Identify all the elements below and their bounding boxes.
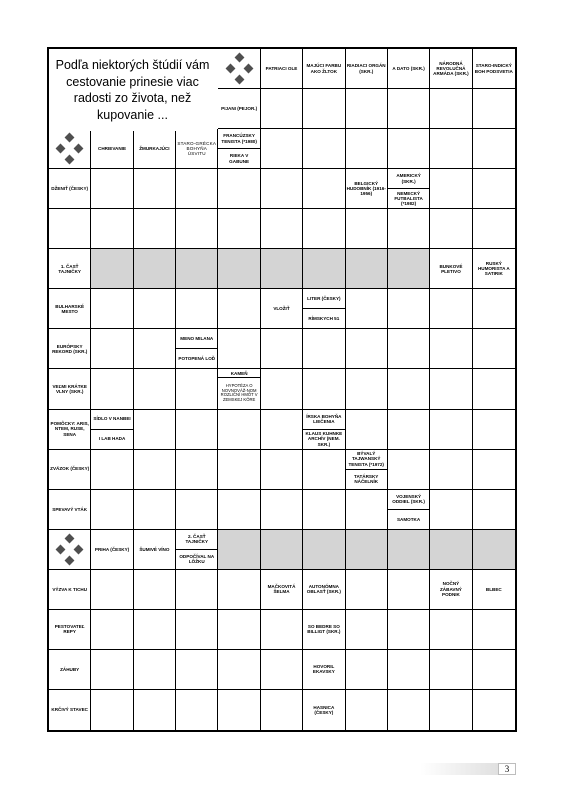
answer-cell[interactable]: [218, 570, 260, 610]
answer-cell[interactable]: [346, 89, 388, 129]
crossword-grid: [47, 47, 517, 732]
clue-text: NÁRODNÁ REVOLUČNÁ ARMÁDA (SKR.): [433, 60, 469, 77]
clue-text: A DATO (SKR.): [392, 65, 425, 71]
answer-cell[interactable]: [430, 650, 472, 690]
clue-text: ŽMURKAJÚCI: [139, 146, 170, 151]
answer-cell[interactable]: [346, 129, 388, 169]
clue-text: ZÁHUBY: [60, 666, 80, 672]
clue-cell: [49, 329, 91, 369]
answer-cell[interactable]: [134, 289, 176, 329]
answer-cell[interactable]: [218, 209, 260, 249]
answer-cell[interactable]: [430, 450, 472, 490]
answer-cell[interactable]: [176, 650, 218, 690]
answer-cell[interactable]: [303, 490, 345, 530]
clue-cell: [49, 169, 91, 209]
clue-text: ŠUMIVÉ VÍNO: [139, 546, 170, 552]
clue-text: CHRIEVANIE: [98, 146, 127, 151]
answer-cell[interactable]: [346, 690, 388, 730]
answer-cell[interactable]: [261, 129, 303, 169]
answer-cell[interactable]: [261, 249, 303, 289]
answer-cell[interactable]: [134, 410, 176, 450]
answer-cell[interactable]: [430, 129, 472, 169]
clue-cell: [473, 570, 515, 610]
clue-cell: [91, 410, 133, 450]
clue-cell: [49, 610, 91, 650]
answer-cell[interactable]: [218, 530, 260, 570]
answer-cell[interactable]: [303, 129, 345, 169]
answer-cell[interactable]: [218, 650, 260, 690]
answer-cell[interactable]: [388, 129, 430, 169]
clue-text: 1. ČASŤ TAJNIČKY: [58, 263, 81, 274]
clue-cell: [218, 369, 260, 409]
clue-cell: [261, 49, 303, 89]
answer-cell[interactable]: [176, 610, 218, 650]
clue-cell: [218, 129, 260, 169]
clue-cell: [49, 690, 91, 730]
answer-cell[interactable]: [134, 610, 176, 650]
answer-cell[interactable]: [388, 369, 430, 409]
answer-cell[interactable]: [218, 289, 260, 329]
answer-cell[interactable]: [91, 690, 133, 730]
clue-cell: [91, 129, 133, 169]
clue-text: STARO-INDICKÝ BOH PODSVETIA: [474, 63, 513, 74]
clue-text: 2. ČASŤ TAJNIČKY: [176, 530, 217, 550]
clue-text: AUTONÓMNA OBLASŤ (SKR.): [306, 584, 341, 595]
answer-cell[interactable]: [134, 209, 176, 249]
answer-cell[interactable]: [91, 650, 133, 690]
clue-text: MAČKOVITÁ ŠELMA: [267, 584, 296, 595]
intro-text: Podľa niektorých štúdií vám cestovanie prinesie viac radosti zo života, než kupovanie ...: [49, 49, 216, 131]
answer-cell[interactable]: [388, 570, 430, 610]
answer-cell[interactable]: [91, 249, 133, 289]
clue-cell: [473, 249, 515, 289]
clue-text: NEMECKÝ FUTBALISTA (*1982): [394, 190, 423, 207]
clue-cell: [303, 650, 345, 690]
answer-cell[interactable]: [473, 129, 515, 169]
answer-cell[interactable]: [430, 610, 472, 650]
answer-cell[interactable]: [261, 410, 303, 450]
clue-cell: [430, 570, 472, 610]
answer-cell[interactable]: [346, 249, 388, 289]
answer-cell[interactable]: [134, 369, 176, 409]
clue-text: VLOŽIŤ: [273, 306, 290, 312]
answer-cell[interactable]: [430, 369, 472, 409]
answer-cell[interactable]: [261, 610, 303, 650]
answer-cell[interactable]: [176, 369, 218, 409]
answer-cell[interactable]: [303, 450, 345, 490]
answer-cell[interactable]: [473, 169, 515, 209]
clue-text: RIEKA V GABUNE: [229, 153, 250, 164]
answer-cell[interactable]: [134, 570, 176, 610]
answer-cell[interactable]: [346, 369, 388, 409]
clue-text: RUSKÝ HUMORISTA A SATIRIK: [477, 260, 510, 277]
clue-text: MENO MILANA: [176, 329, 217, 349]
page-number: 3: [498, 763, 516, 775]
answer-cell[interactable]: [346, 650, 388, 690]
answer-cell[interactable]: [261, 490, 303, 530]
answer-cell[interactable]: [346, 209, 388, 249]
clue-text: DŽENIŤ (ČESKY): [51, 186, 89, 192]
clue-cell: [49, 650, 91, 690]
answer-cell[interactable]: [91, 369, 133, 409]
answer-cell[interactable]: [430, 329, 472, 369]
clue-text: PIJANI (PEJOR.): [221, 105, 258, 111]
answer-cell[interactable]: [473, 530, 515, 570]
answer-cell[interactable]: [261, 690, 303, 730]
clue-cell: [303, 610, 345, 650]
answer-cell[interactable]: [303, 169, 345, 209]
answer-cell[interactable]: [91, 610, 133, 650]
answer-cell[interactable]: [134, 490, 176, 530]
diamond-marker-icon: [49, 530, 91, 570]
clue-text: LITER (ČESKY): [303, 289, 344, 309]
answer-cell[interactable]: [303, 89, 345, 129]
clue-cell: [218, 89, 260, 129]
answer-cell[interactable]: [430, 690, 472, 730]
answer-cell[interactable]: [430, 89, 472, 129]
answer-cell[interactable]: [430, 410, 472, 450]
answer-cell[interactable]: [261, 369, 303, 409]
clue-cell: [430, 249, 472, 289]
answer-cell[interactable]: [473, 490, 515, 530]
clue-text: POMÔCKY: ARIS, NTEM, RUSE, SENA: [50, 421, 89, 437]
clue-cell: [303, 289, 345, 329]
diamond-marker-icon: [218, 49, 260, 89]
answer-cell[interactable]: [430, 289, 472, 329]
answer-cell[interactable]: [91, 490, 133, 530]
answer-cell[interactable]: [303, 530, 345, 570]
clue-text: BUNKOVÉ PLETIVO: [439, 263, 463, 274]
answer-cell[interactable]: [473, 329, 515, 369]
answer-cell[interactable]: [91, 329, 133, 369]
answer-cell[interactable]: [473, 610, 515, 650]
clue-cell: [261, 289, 303, 329]
answer-cell[interactable]: [430, 169, 472, 209]
answer-cell[interactable]: [261, 329, 303, 369]
answer-cell[interactable]: [388, 209, 430, 249]
answer-cell[interactable]: [346, 289, 388, 329]
answer-cell[interactable]: [473, 650, 515, 690]
answer-cell[interactable]: [473, 289, 515, 329]
answer-cell[interactable]: [218, 249, 260, 289]
clue-cell: [49, 450, 91, 490]
clue-cell: [430, 49, 472, 89]
clue-text: PATRIACI OLE: [265, 65, 298, 71]
answer-cell[interactable]: [176, 690, 218, 730]
answer-cell[interactable]: [388, 289, 430, 329]
answer-cell[interactable]: [473, 410, 515, 450]
answer-cell[interactable]: [388, 450, 430, 490]
answer-cell[interactable]: [176, 450, 218, 490]
clue-text: AMERICKÝ (SKR.): [388, 169, 429, 189]
answer-cell[interactable]: [346, 570, 388, 610]
answer-cell[interactable]: [473, 209, 515, 249]
answer-cell[interactable]: [176, 209, 218, 249]
clue-cell: [303, 690, 345, 730]
answer-cell[interactable]: [176, 289, 218, 329]
clue-text: FRANCÚZSKY TENISTA (*1980): [218, 129, 259, 149]
answer-cell[interactable]: [388, 530, 430, 570]
clue-cell: [346, 169, 388, 209]
clue-text: RÍMSKYCH 51: [308, 316, 340, 322]
answer-cell[interactable]: [388, 690, 430, 730]
clue-text: HASNICA (ČESKY): [313, 704, 335, 715]
diamond-marker-icon: [49, 129, 91, 169]
clue-text: SAMOTKA: [396, 516, 421, 522]
answer-cell[interactable]: [261, 450, 303, 490]
answer-cell[interactable]: [218, 329, 260, 369]
clue-cell: [176, 329, 218, 369]
clue-text: STARO-GRÉCKA BOHYŇA ÚSVITU: [177, 140, 217, 157]
clue-text: KRČIVÝ STAVEC: [51, 707, 88, 713]
clue-text: NOČNÝ ZÁBAVNÝ PODNIK: [440, 581, 462, 597]
answer-cell[interactable]: [261, 530, 303, 570]
answer-cell[interactable]: [176, 570, 218, 610]
answer-cell[interactable]: [388, 410, 430, 450]
clue-text: BELGICKÝ HUDOBNÍK (1916-1956): [346, 180, 386, 197]
clue-text: MAJÚCI FARBU AKO ŽLTOK: [306, 63, 342, 74]
clue-text: PRIHA (ČESKY): [94, 546, 130, 552]
answer-cell[interactable]: [261, 650, 303, 690]
clue-cell: [388, 169, 430, 209]
answer-cell[interactable]: [218, 610, 260, 650]
clue-text: KAMEŇ: [218, 369, 259, 378]
answer-cell[interactable]: [134, 169, 176, 209]
answer-cell[interactable]: [303, 329, 345, 369]
answer-cell[interactable]: [303, 209, 345, 249]
clue-text: HYPOTÉZA O NOVNOVÁŽ-NOM ROZLIČNÍ HMÔT V ZEMSKEJ KÔRE: [220, 382, 258, 403]
clue-text: ÍRSKA BOHYŇA LIEČENIA: [303, 410, 344, 430]
clue-text: VEĽMI KRÁTKE VLNY (SKR.): [52, 383, 87, 394]
answer-cell[interactable]: [218, 450, 260, 490]
clue-cell: [49, 289, 91, 329]
answer-cell[interactable]: [91, 289, 133, 329]
clue-text: SÍDLO V NANBEI: [91, 410, 132, 430]
answer-cell[interactable]: [134, 450, 176, 490]
answer-cell[interactable]: [346, 490, 388, 530]
answer-cell[interactable]: [91, 570, 133, 610]
clue-text: EURÓPSKY REKORD (SKR.): [52, 343, 88, 354]
clue-cell: [134, 530, 176, 570]
answer-cell[interactable]: [261, 89, 303, 129]
answer-cell[interactable]: [473, 369, 515, 409]
answer-cell[interactable]: [346, 410, 388, 450]
answer-cell[interactable]: [473, 89, 515, 129]
answer-cell[interactable]: [176, 490, 218, 530]
clue-text: BLBEC: [485, 586, 502, 592]
clue-cell: [49, 570, 91, 610]
clue-cell: [49, 369, 91, 409]
page-number-bar: [420, 763, 516, 775]
clue-text: KLAUS KUHNKE ARCHÍV (NEM. SKR.): [305, 431, 343, 447]
clue-cell: [49, 490, 91, 530]
clue-cell: [346, 450, 388, 490]
answer-cell[interactable]: [218, 690, 260, 730]
answer-cell[interactable]: [303, 249, 345, 289]
clue-cell: [303, 570, 345, 610]
clue-cell: [303, 49, 345, 89]
clue-cell: [49, 410, 91, 450]
answer-cell[interactable]: [176, 410, 218, 450]
clue-cell: [261, 570, 303, 610]
answer-cell[interactable]: [134, 329, 176, 369]
answer-cell[interactable]: [430, 530, 472, 570]
answer-cell[interactable]: [176, 169, 218, 209]
clue-text: VOJENSKÝ ODDIEL (SKR.): [388, 490, 429, 510]
clue-cell: [388, 49, 430, 89]
answer-cell[interactable]: [134, 249, 176, 289]
answer-cell[interactable]: [430, 490, 472, 530]
answer-cell[interactable]: [91, 450, 133, 490]
clue-cell: [473, 49, 515, 89]
clue-cell: [303, 410, 345, 450]
clue-cell: [49, 249, 91, 289]
clue-cell: [134, 129, 176, 169]
answer-cell[interactable]: [388, 89, 430, 129]
clue-cell: [176, 129, 218, 169]
clue-cell: [388, 490, 430, 530]
answer-cell[interactable]: [388, 249, 430, 289]
answer-cell[interactable]: [473, 690, 515, 730]
answer-cell[interactable]: [346, 329, 388, 369]
answer-cell[interactable]: [91, 169, 133, 209]
clue-text: SO BEDRE SO BILLIGT (SKR.): [307, 624, 341, 635]
answer-cell[interactable]: [388, 610, 430, 650]
clue-text: SPEVAVÝ VTÁK: [52, 506, 88, 512]
clue-text: PESTOVATEĽ REPY: [54, 624, 85, 635]
answer-cell[interactable]: [218, 169, 260, 209]
clue-text: ODPOČÍVAL NA LÔŽKU: [179, 553, 215, 565]
answer-cell[interactable]: [261, 209, 303, 249]
answer-cell[interactable]: [218, 410, 260, 450]
clue-cell: [91, 530, 133, 570]
answer-cell[interactable]: [176, 249, 218, 289]
answer-cell[interactable]: [218, 490, 260, 530]
answer-cell[interactable]: [346, 530, 388, 570]
answer-cell[interactable]: [430, 209, 472, 249]
answer-cell[interactable]: [388, 329, 430, 369]
clue-cell: [346, 49, 388, 89]
clue-text: ZVÄZOK (ČESKY): [50, 466, 90, 472]
clue-text: TATÁRSKY NÁČELNÍK: [354, 473, 379, 485]
answer-cell[interactable]: [49, 209, 91, 249]
clue-text: BÝVALÝ TAJWANSKÝ TENISTA (*1972): [346, 450, 387, 470]
clue-text: HOVORIL EKAVSKY: [312, 664, 335, 675]
answer-cell[interactable]: [261, 169, 303, 209]
answer-cell[interactable]: [91, 209, 133, 249]
answer-cell[interactable]: [388, 650, 430, 690]
clue-cell: [176, 530, 218, 570]
clue-text: RIADIACI ORGÁN (SKR.): [346, 63, 386, 74]
clue-text: POTOPENÁ LOĎ: [178, 356, 216, 362]
answer-cell[interactable]: [134, 690, 176, 730]
answer-cell[interactable]: [303, 369, 345, 409]
answer-cell[interactable]: [346, 610, 388, 650]
clue-text: BULHARSKÉ MESTO: [55, 303, 85, 314]
clue-text: I LAB HADA: [98, 436, 126, 442]
answer-cell[interactable]: [473, 450, 515, 490]
clue-text: VÝZVA K TICHU: [52, 586, 88, 592]
answer-cell[interactable]: [134, 650, 176, 690]
